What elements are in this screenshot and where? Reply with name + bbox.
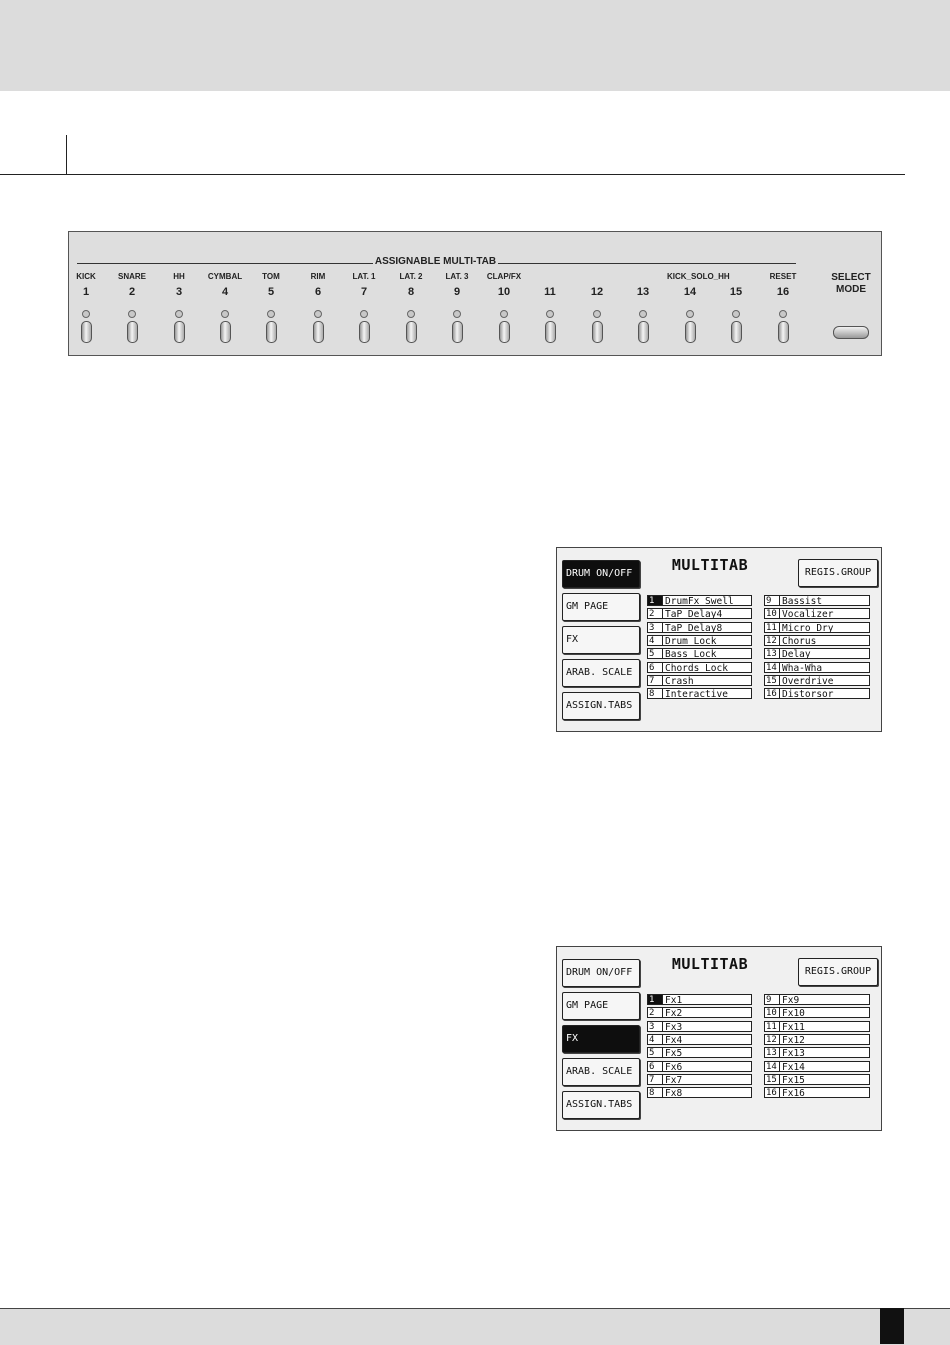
tab-led-indicator (686, 310, 694, 318)
tab-switch[interactable] (127, 321, 138, 343)
side-button-1[interactable]: DRUM ON/OFF (562, 560, 640, 588)
list-item-name: Delay (779, 648, 870, 659)
list-item[interactable] (647, 634, 752, 647)
section-divider (0, 174, 905, 175)
list-item[interactable] (647, 607, 752, 620)
list-item-number: 8 (647, 1087, 662, 1098)
list-item-name: Distorsor (779, 688, 870, 699)
multitab-10 (481, 272, 527, 343)
tab-led-indicator (175, 310, 183, 318)
list-item-name: Fx15 (779, 1074, 870, 1085)
list-item-number: 10 (764, 608, 779, 619)
list-item[interactable] (764, 647, 870, 660)
list-item-number: 14 (764, 1061, 779, 1072)
multitab-14 (667, 272, 730, 343)
list-item-number: 8 (647, 688, 662, 699)
list-item-number: 10 (764, 1007, 779, 1018)
side-button-4[interactable]: ARAB. SCALE (562, 659, 640, 687)
list-item[interactable] (764, 1033, 870, 1046)
tab-label: LAT. 2 (399, 272, 423, 281)
list-item-name: Chords Lock (662, 662, 752, 673)
side-button-2[interactable]: GM PAGE (562, 593, 640, 621)
tab-switch[interactable] (685, 321, 696, 343)
list-item-number: 6 (647, 662, 662, 673)
tab-switch[interactable] (220, 321, 231, 343)
list-item-number: 1 (647, 994, 662, 1005)
list-item-name: Fx9 (779, 994, 870, 1005)
list-item-number: 4 (647, 635, 662, 646)
list-item[interactable] (647, 621, 752, 634)
side-button-1[interactable]: DRUM ON/OFF (562, 959, 640, 987)
side-button-3[interactable]: FX (562, 626, 640, 654)
list-item-name: Fx8 (662, 1087, 752, 1098)
list-item[interactable] (764, 607, 870, 620)
list-item[interactable] (764, 1073, 870, 1086)
tab-number: 3 (175, 286, 183, 298)
tab-switch[interactable] (266, 321, 277, 343)
tab-label (620, 272, 666, 284)
tab-switch[interactable] (174, 321, 185, 343)
tab-switch[interactable] (313, 321, 324, 343)
regis-group-button[interactable]: REGIS.GROUP (798, 559, 878, 587)
list-item-number: 15 (764, 675, 779, 686)
section-marker (66, 135, 67, 175)
list-item-name: TaP Delay4 (662, 608, 752, 619)
multitab-8 (388, 272, 434, 343)
tab-led-indicator (546, 310, 554, 318)
list-item-name: Bass Lock (662, 648, 752, 659)
tab-led-indicator (267, 310, 275, 318)
list-item-name: Overdrive (779, 675, 870, 686)
list-item[interactable] (764, 1006, 870, 1019)
list-item[interactable] (764, 674, 870, 687)
list-item-number: 12 (764, 635, 779, 646)
tab-number: 5 (267, 286, 275, 298)
tab-switch[interactable] (731, 321, 742, 343)
list-item[interactable] (647, 594, 752, 607)
list-item-number: 15 (764, 1074, 779, 1085)
tab-switch[interactable] (778, 321, 789, 343)
list-item-name: Fx12 (779, 1034, 870, 1045)
list-item-name: Bassist (779, 595, 870, 606)
lcd-screen-fx (556, 946, 882, 1131)
side-button-2[interactable]: GM PAGE (562, 992, 640, 1020)
list-item[interactable] (647, 1006, 752, 1019)
list-item-name: Fx11 (779, 1021, 870, 1032)
list-item-name: Fx1 (662, 994, 752, 1005)
tab-number: 6 (314, 286, 322, 298)
multitab-1 (63, 272, 109, 343)
multitab-5 (248, 272, 294, 343)
list-item-name: Fx3 (662, 1021, 752, 1032)
list-item-number: 9 (764, 595, 779, 606)
side-button-4[interactable]: ARAB. SCALE (562, 1058, 640, 1086)
list-item-number: 16 (764, 1087, 779, 1098)
list-item-number: 2 (647, 1007, 662, 1018)
tab-label: KICK (76, 272, 96, 281)
list-item-name: Chorus (779, 635, 870, 646)
list-item-number: 11 (764, 622, 779, 633)
tab-switch[interactable] (499, 321, 510, 343)
list-item-number: 5 (647, 1047, 662, 1058)
tab-led-indicator (639, 310, 647, 318)
multitab-12 (574, 272, 620, 343)
list-item[interactable] (764, 1046, 870, 1059)
list-item-name: Fx2 (662, 1007, 752, 1018)
tab-number: 7 (360, 286, 368, 298)
side-button-5[interactable]: ASSIGN.TABS (562, 692, 640, 720)
tab-led-indicator (500, 310, 508, 318)
tab-switch[interactable] (545, 321, 556, 343)
tab-number: 9 (453, 286, 461, 298)
list-item-name: TaP Delay8 (662, 622, 752, 633)
tab-switch[interactable] (592, 321, 603, 343)
list-item-name: Fx4 (662, 1034, 752, 1045)
multitab-button-panel (68, 231, 882, 356)
list-item[interactable] (647, 1086, 752, 1099)
list-item[interactable] (647, 993, 752, 1006)
tab-label (713, 272, 759, 284)
list-item[interactable] (647, 660, 752, 673)
list-item-number: 16 (764, 688, 779, 699)
tab-label: RIM (310, 272, 326, 281)
list-item-number: 6 (647, 1061, 662, 1072)
list-item-name: Vocalizer (779, 608, 870, 619)
list-item-number: 11 (764, 1021, 779, 1032)
list-item[interactable] (764, 634, 870, 647)
multitab-4 (202, 272, 248, 343)
tab-number: 1 (82, 286, 90, 298)
list-item[interactable] (764, 1020, 870, 1033)
page-header-band (0, 0, 950, 91)
screen-title: MULTITAB (671, 556, 749, 574)
tab-switch[interactable] (406, 321, 417, 343)
multitab-7 (341, 272, 387, 343)
tab-led-indicator (221, 310, 229, 318)
list-item-name: Fx14 (779, 1061, 870, 1072)
tab-led-indicator (779, 310, 787, 318)
list-item[interactable] (647, 1033, 752, 1046)
list-item[interactable] (647, 1046, 752, 1059)
multitab-16 (760, 272, 806, 343)
select-mode-label-line2: MODE (836, 284, 866, 295)
list-item[interactable] (764, 687, 870, 700)
assign-list-left (647, 594, 752, 700)
list-item-name: Micro Dry (779, 622, 870, 633)
tab-label: CLAP/FX (486, 272, 522, 281)
list-item[interactable] (764, 621, 870, 634)
tab-label: RESET (769, 272, 797, 281)
list-item[interactable] (764, 594, 870, 607)
list-item-number: 1 (647, 595, 662, 606)
list-item[interactable] (647, 687, 752, 700)
panel-rule-left (77, 263, 373, 264)
page-footer-band (0, 1308, 950, 1345)
side-button-3[interactable]: FX (562, 1025, 640, 1053)
list-item-number: 5 (647, 648, 662, 659)
list-item-number: 2 (647, 608, 662, 619)
tab-label: SNARE (117, 272, 146, 281)
multitab-6 (295, 272, 341, 343)
tab-number: 12 (590, 286, 604, 298)
page-tab-marker (880, 1308, 904, 1344)
tab-led-indicator (82, 310, 90, 318)
select-mode-button[interactable] (833, 326, 869, 339)
tab-led-indicator (732, 310, 740, 318)
multitab-2 (109, 272, 155, 343)
tab-label: CYMBAL (207, 272, 243, 281)
assign-list-right (764, 993, 870, 1099)
tab-label: KICK_SOLO_HH (667, 272, 730, 281)
tab-switch[interactable] (81, 321, 92, 343)
multitab-11 (527, 272, 573, 343)
list-item-number: 13 (764, 1047, 779, 1058)
list-item-number: 3 (647, 622, 662, 633)
list-item[interactable] (764, 1059, 870, 1072)
multitab-13 (620, 272, 666, 343)
lcd-screen-drum (556, 547, 882, 732)
tab-label: LAT. 3 (445, 272, 469, 281)
tab-label (574, 272, 620, 284)
list-item[interactable] (764, 993, 870, 1006)
list-item[interactable] (647, 674, 752, 687)
list-item[interactable] (647, 1020, 752, 1033)
screen-title: MULTITAB (671, 955, 749, 973)
tab-number: 10 (497, 286, 511, 298)
tab-switch[interactable] (452, 321, 463, 343)
assign-list-left (647, 993, 752, 1099)
list-item-name: Drum Lock (662, 635, 752, 646)
list-item-name: Fx10 (779, 1007, 870, 1018)
tab-led-indicator (453, 310, 461, 318)
list-item-name: Fx13 (779, 1047, 870, 1058)
list-item-number: 12 (764, 1034, 779, 1045)
tab-led-indicator (128, 310, 136, 318)
list-item[interactable] (764, 1086, 870, 1099)
list-item-number: 13 (764, 648, 779, 659)
panel-rule-right (498, 263, 796, 264)
assign-list-right (764, 594, 870, 700)
list-item[interactable] (764, 660, 870, 673)
select-mode-label-line1: SELECT (831, 272, 871, 283)
tab-number: 14 (683, 286, 697, 298)
tab-number: 4 (221, 286, 229, 298)
tab-led-indicator (593, 310, 601, 318)
tab-label: HH (173, 272, 185, 281)
multitab-9 (434, 272, 480, 343)
tab-number: 2 (128, 286, 136, 298)
tab-label: LAT. 1 (352, 272, 376, 281)
list-item-name: Fx6 (662, 1061, 752, 1072)
list-item-name: Interactive (662, 688, 752, 699)
list-item-name: Fx5 (662, 1047, 752, 1058)
tab-led-indicator (407, 310, 415, 318)
list-item-number: 4 (647, 1034, 662, 1045)
tab-led-indicator (360, 310, 368, 318)
list-item[interactable] (647, 1073, 752, 1086)
list-item-name: Fx16 (779, 1087, 870, 1098)
tab-switch[interactable] (638, 321, 649, 343)
tab-number: 15 (729, 286, 743, 298)
tab-number: 16 (776, 286, 790, 298)
list-item-number: 3 (647, 1021, 662, 1032)
side-button-5[interactable]: ASSIGN.TABS (562, 1091, 640, 1119)
list-item-name: Wha-Wha (779, 662, 870, 673)
tab-number: 13 (636, 286, 650, 298)
list-item-name: Crash (662, 675, 752, 686)
list-item-name: DrumFx Swell (662, 595, 752, 606)
list-item-number: 7 (647, 1074, 662, 1085)
list-item[interactable] (647, 1059, 752, 1072)
tab-led-indicator (314, 310, 322, 318)
select-mode-label (827, 272, 875, 296)
list-item[interactable] (647, 647, 752, 660)
multitab-15 (713, 272, 759, 343)
list-item-number: 14 (764, 662, 779, 673)
tab-label (527, 272, 573, 284)
regis-group-button[interactable]: REGIS.GROUP (798, 958, 878, 986)
tab-switch[interactable] (359, 321, 370, 343)
tab-number: 11 (544, 286, 556, 298)
tab-number: 8 (407, 286, 415, 298)
multitab-3 (156, 272, 202, 343)
list-item-number: 9 (764, 994, 779, 1005)
list-item-number: 7 (647, 675, 662, 686)
list-item-name: Fx7 (662, 1074, 752, 1085)
tab-label: TOM (262, 272, 280, 281)
panel-title: ASSIGNABLE MULTI-TAB (374, 256, 497, 267)
